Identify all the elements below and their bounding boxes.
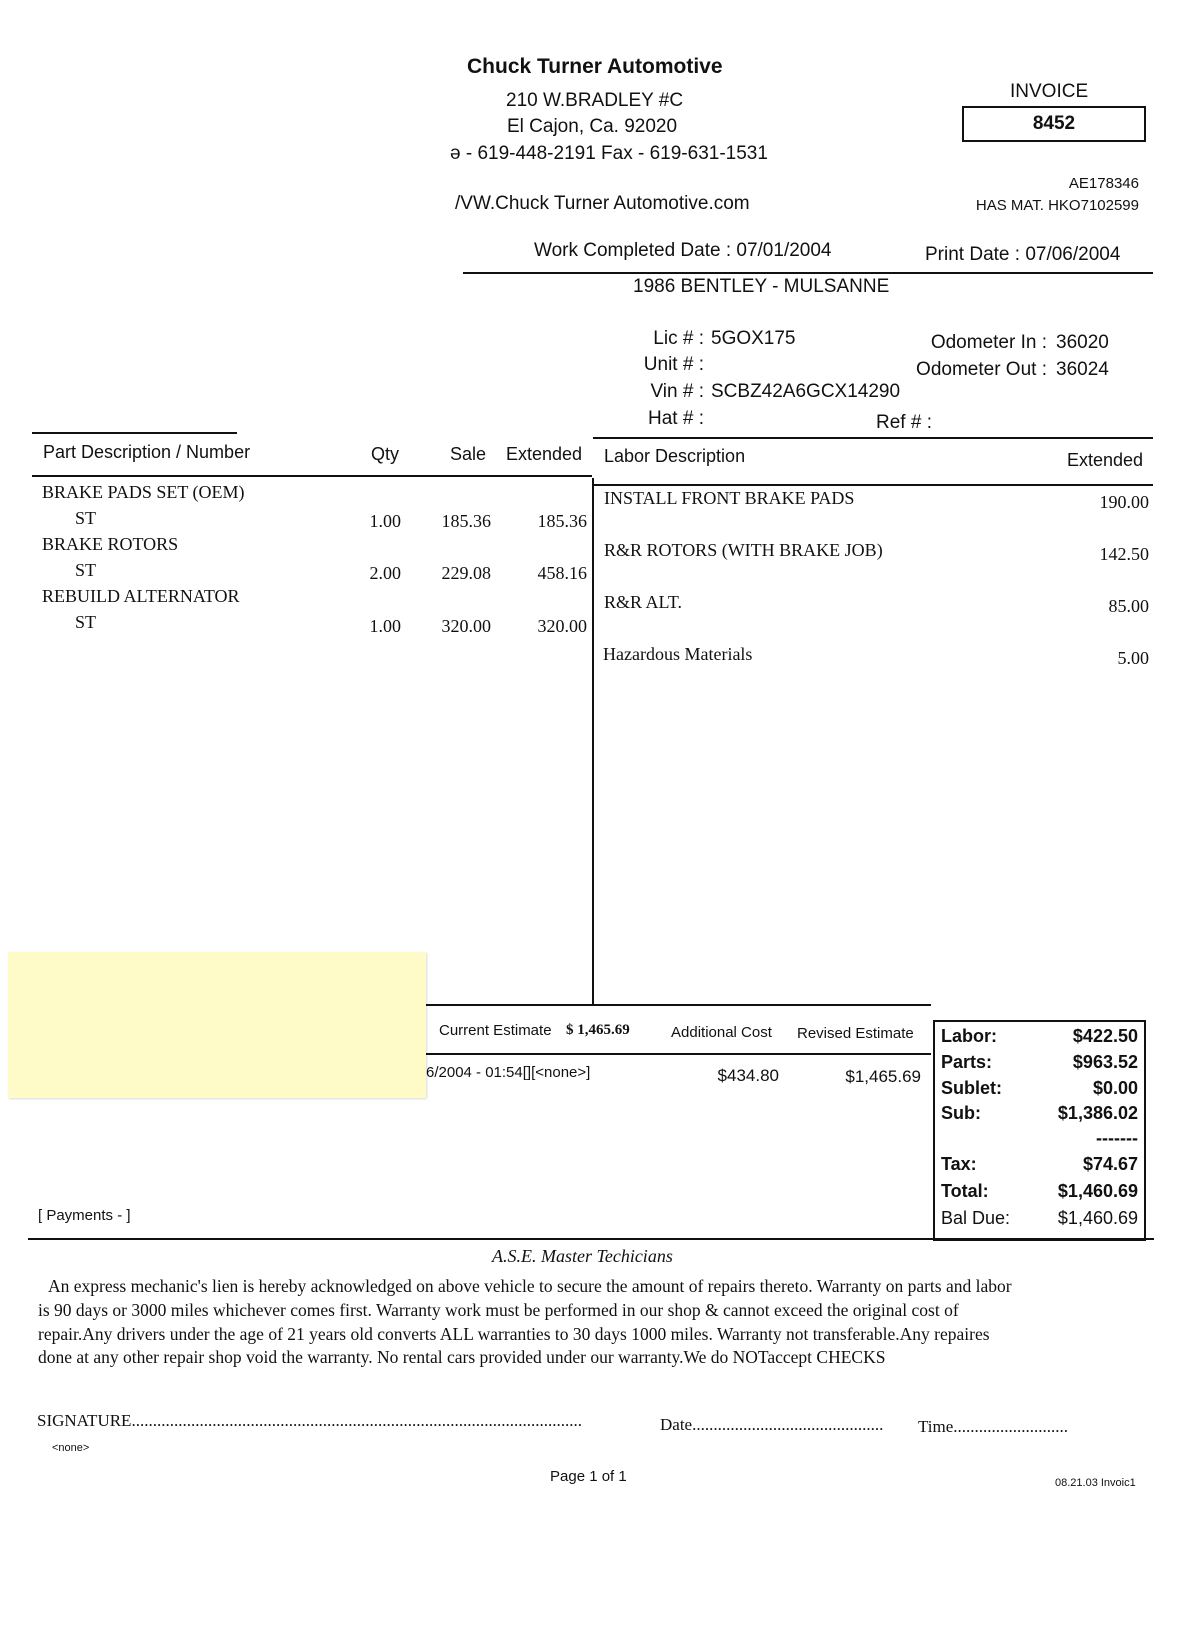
lic-value: 5GOX175 [711,328,796,349]
odometer-in-value: 36020 [1056,332,1109,353]
labor-ext-3: 85.00 [1108,596,1149,616]
print-date: Print Date : 07/06/2004 [925,244,1121,265]
labor-header-bottom-line [593,484,1153,486]
labor-ext-2: 142.50 [1099,544,1149,564]
part-desc-1: BRAKE PADS SET (OEM) [42,482,245,502]
form-code: 08.21.03 Invoic1 [1055,1477,1136,1489]
terms-line-4: done at any other repair shop void the warranty. No rental cars provided under our warranty.We do NOTaccept CHECKS [38,1347,886,1367]
labor-desc-4: Hazardous Materials [603,644,753,664]
header-part-description: Part Description / Number [43,442,251,462]
ref-label: Ref # : [876,412,932,433]
parts-header-bottom-line [32,475,592,477]
odometer-in-label: Odometer In : [930,332,1047,353]
terms-line-3: repair.Any drivers under the age of 21 years old converts ALL warranties to 30 days 1000 miles. Warranty not transferable.Any repaires [38,1324,990,1344]
lic-label: Lic # : [653,328,704,349]
hat-label: Hat # : [648,408,704,429]
current-estimate-label: Current Estimate [439,1022,552,1039]
header-sale: Sale [450,444,487,464]
totals-parts-value: $963.52 [1072,1052,1138,1072]
part-qty-1: 1.00 [369,511,401,531]
shop-website: /VW.Chuck Turner Automotive.com [455,193,750,214]
estimate-log-entry: 6/2004 - 01:54[][<none>] [426,1064,591,1081]
header-extended: Extended [506,444,583,464]
license-number: AE178346 [1068,175,1139,192]
header-labor-description: Labor Description [604,446,746,466]
labor-ext-1: 190.00 [1099,492,1149,512]
part-ext-3: 320.00 [537,616,587,636]
totals-sublet-value: $0.00 [1092,1078,1138,1098]
hazmat-number: HAS MAT. HKO7102599 [975,197,1139,214]
revised-estimate-value: $1,465.69 [845,1067,921,1086]
part-sub-1: ST [75,508,97,528]
totals-labor-value: $422.50 [1072,1026,1138,1046]
additional-cost-value: $434.80 [717,1066,779,1085]
date-line: Date............................................. [660,1415,884,1434]
vin-value: SCBZ42A6GCX14290 [711,381,901,402]
vehicle-title: 1986 BENTLEY - MULSANNE [633,276,890,297]
header-divider [463,272,1153,274]
totals-total-label: Total: [941,1181,989,1201]
part-sale-2: 229.08 [441,563,491,583]
labor-ext-4: 5.00 [1117,648,1149,668]
totals-total-value: $1,460.69 [1057,1181,1138,1201]
part-qty-3: 1.00 [369,616,401,636]
estimate-divider [426,1004,931,1006]
time-line: Time........................... [918,1417,1069,1436]
column-divider [592,478,594,1006]
odometer-out-label: Odometer Out : [916,359,1047,380]
labor-desc-1: INSTALL FRONT BRAKE PADS [604,488,855,508]
invoice-number: 8452 [962,106,1146,142]
totals-tax-label: Tax: [941,1154,977,1174]
part-sub-3: ST [75,612,97,632]
header-labor-extended: Extended [1067,450,1144,470]
odometer-out-value: 36024 [1056,359,1109,380]
sticky-note [8,952,426,1098]
shop-address-line1: 210 W.BRADLEY #C [506,90,684,111]
totals-box [933,1020,1146,1241]
part-desc-2: BRAKE ROTORS [42,534,179,554]
part-sub-2: ST [75,560,97,580]
revised-estimate-label: Revised Estimate [797,1025,914,1042]
shop-name: Chuck Turner Automotive [467,55,723,78]
totals-parts-label: Parts: [941,1052,993,1072]
part-desc-3: REBUILD ALTERNATOR [42,586,240,606]
totals-dashes: ------- [1096,1128,1138,1148]
shop-address-line2: El Cajon, Ca. 92020 [507,116,678,137]
header-qty: Qty [371,444,400,464]
totals-bal-due-value: $1,460.69 [1057,1208,1138,1228]
estimate-header-line [426,1053,931,1055]
part-qty-2: 2.00 [369,563,401,583]
labor-header-top-line [593,437,1153,439]
part-ext-2: 458.16 [537,563,587,583]
totals-sub-label: Sub: [941,1103,981,1123]
part-sale-3: 320.00 [441,616,491,636]
shop-phone-fax: ə - 619-448-2191 Fax - 619-631-1531 [450,143,768,164]
terms-line-1: An express mechanic's lien is hereby acknowledged on above vehicle to secure the amount of repairs thereto. Warranty on parts and labor [48,1276,1012,1296]
parts-header-top-line [32,432,237,434]
totals-tax-value: $74.67 [1082,1154,1138,1174]
work-completed-date: Work Completed Date : 07/01/2004 [534,240,832,261]
page-number: Page 1 of 1 [550,1468,627,1485]
labor-desc-2: R&R ROTORS (WITH BRAKE JOB) [604,540,883,560]
signature-line: SIGNATURE.......................................................................................................... [37,1411,582,1430]
ase-master-technicians: A.S.E. Master Techicians [492,1246,673,1266]
part-ext-1: 185.36 [537,511,587,531]
labor-desc-3: R&R ALT. [604,592,683,612]
totals-sub-value: $1,386.02 [1057,1103,1138,1123]
payments-label: [ Payments - ] [38,1207,131,1224]
totals-bal-due-label: Bal Due: [941,1208,1011,1228]
totals-sublet-label: Sublet: [941,1078,1002,1098]
vin-label: Vin # : [650,381,704,402]
terms-line-2: is 90 days or 3000 miles whichever comes first. Warranty work must be performed in our shop & cannot exceed the original cost of [38,1300,959,1320]
unit-label: Unit # : [643,354,704,375]
additional-cost-label: Additional Cost [671,1024,772,1041]
part-sale-1: 185.36 [441,511,491,531]
signature-none: <none> [52,1442,90,1454]
current-estimate-value: $ 1,465.69 [566,1022,630,1038]
totals-labor-label: Labor: [941,1026,997,1046]
invoice-label: INVOICE [1010,81,1089,102]
footer-divider [28,1238,1154,1240]
